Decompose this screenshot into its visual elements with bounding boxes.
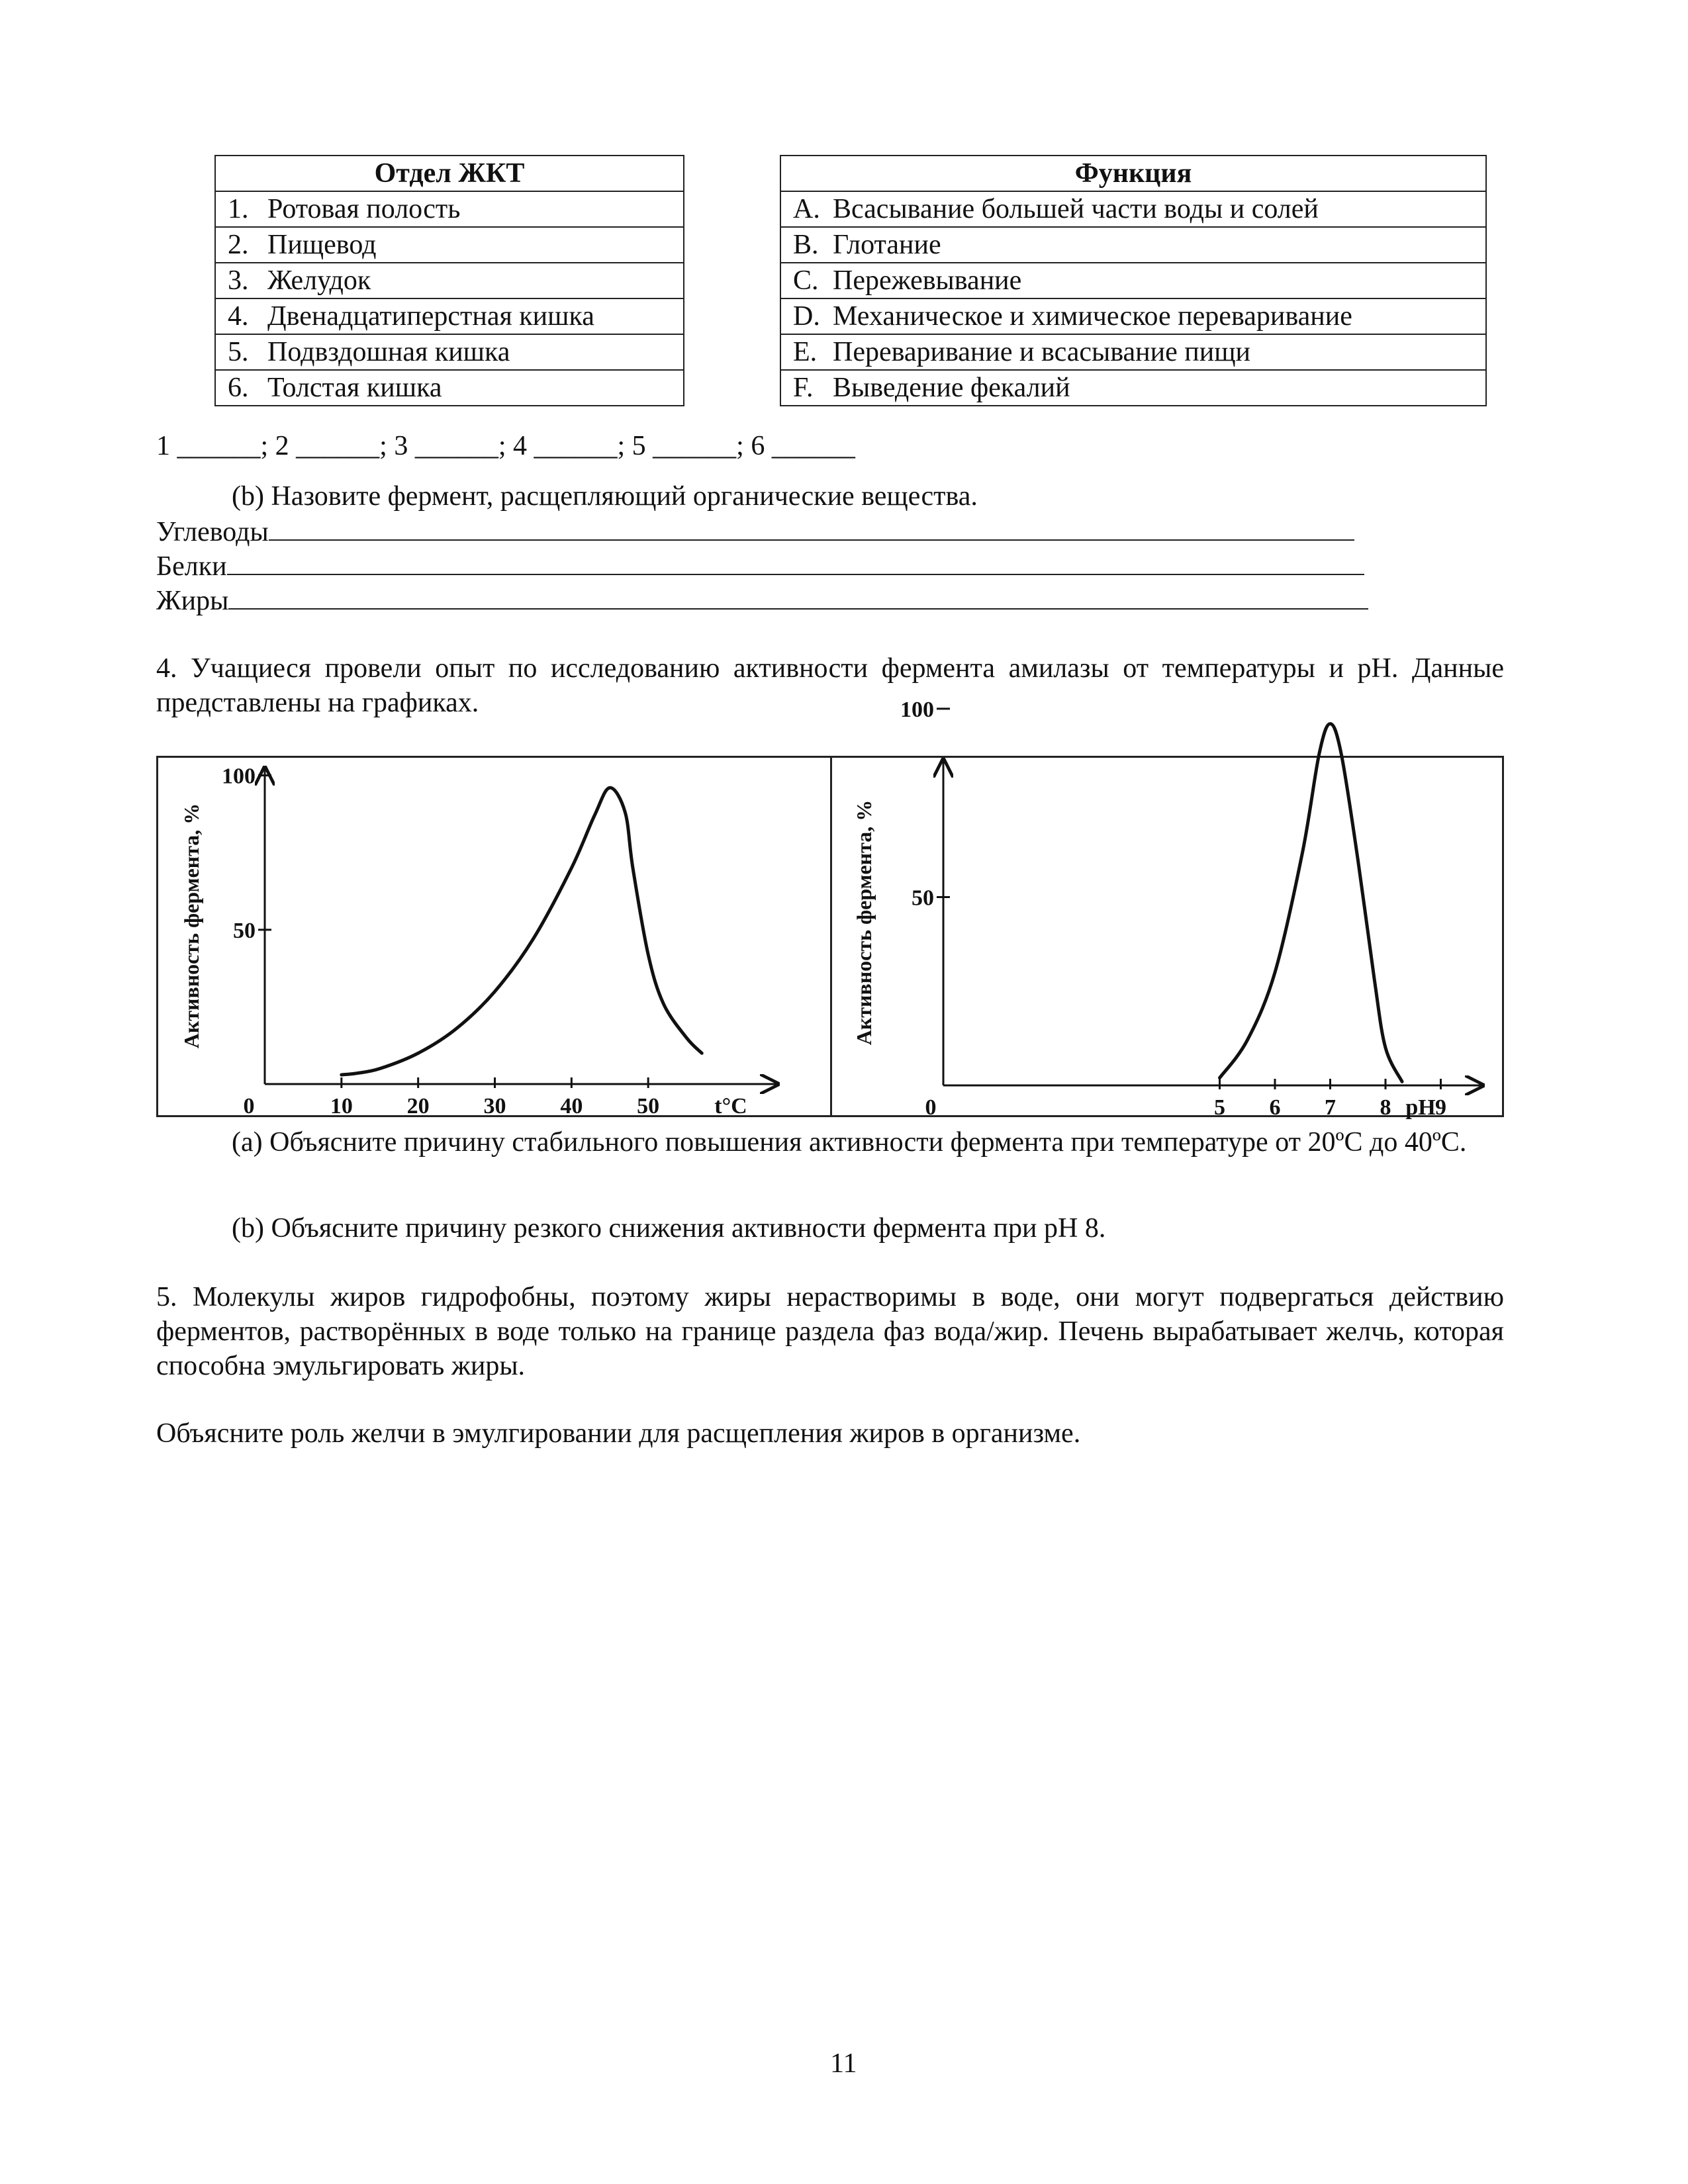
series-line (342, 788, 702, 1075)
ph-chart (852, 698, 1483, 1120)
answer-line-proteins[interactable]: Белки (156, 549, 1364, 584)
x-tick-label: 0 (925, 1095, 937, 1120)
table-row: 1. Ротовая полость (215, 191, 684, 227)
answer-line-fats[interactable]: Жиры (156, 584, 1368, 618)
table-row: E. Переваривание и всасывание пищи (780, 334, 1486, 370)
x-axis-label: pH (1405, 1095, 1436, 1120)
answer-line-carbs[interactable]: Углеводы (156, 515, 1354, 549)
series-line (1220, 724, 1403, 1082)
x-axis-label: t°C (714, 1094, 747, 1118)
y-tick-label: 50 (912, 886, 934, 911)
x-tick-label: 20 (406, 1094, 430, 1118)
x-tick-label: 10 (330, 1094, 353, 1118)
table-row: 4. Двенадцатиперстная кишка (215, 298, 684, 334)
x-tick-label: 6 (1269, 1095, 1281, 1120)
table-row: 3. Желудок (215, 263, 684, 298)
x-tick-label: 0 (243, 1094, 255, 1118)
matching-answer-line[interactable]: 1 ______; 2 ______; 3 ______; 4 ______; 5 ______; 6 ______ (156, 431, 855, 461)
y-tick-label: 100 (222, 764, 256, 789)
page-number: 11 (830, 2048, 857, 2079)
question-5-text: 5. Молекулы жиров гидрофобны, поэтому жиры нерастворимы в воде, они могут подвергаться действию ферментов, растворённых в воде только на границе раздела фаз вода/жир. Печень вырабатывает желчь, которая способна эмульгировать жиры. (156, 1282, 1504, 1381)
y-axis-label: Активность фермента, % (852, 799, 876, 1046)
question-4a-text: (a) Объясните причину стабильного повышения активности фермента при температуре от 20ºС до 40ºС. (232, 1127, 1467, 1158)
x-tick-label: 50 (637, 1094, 660, 1118)
x-tick-label: 7 (1325, 1095, 1336, 1120)
table-row: 6. Толстая кишка (215, 370, 684, 406)
q3b-prompt: (b) Назовите фермент, расщепляющий органические вещества. (232, 481, 978, 512)
x-tick-label: 40 (560, 1094, 583, 1118)
y-axis-label: Активность фермента, % (179, 803, 203, 1049)
y-tick-label: 100 (900, 697, 934, 722)
table-row: 5. Подвздошная кишка (215, 334, 684, 370)
x-tick-label: 5 (1214, 1095, 1225, 1120)
x-tick-label: 30 (483, 1094, 506, 1118)
question-5-prompt: Объясните роль желчи в эмулгировании для расщепления жиров в организме. (156, 1418, 1081, 1449)
function-header: Функция (780, 156, 1486, 191)
gi-section-header: Отдел ЖКТ (215, 156, 684, 191)
table-row: A. Всасывание большей части воды и солей (780, 191, 1486, 227)
x-tick-label: 9 (1435, 1095, 1446, 1120)
table-row: B. Глотание (780, 227, 1486, 263)
table-row: 2. Пищевод (215, 227, 684, 263)
question-4-text: 4. Учащиеся провели опыт по исследованию активности фермента амилазы от температуры и рН. Данные представлены на графиках. (156, 653, 1504, 718)
table-row: F. Выведение фекалий (780, 370, 1486, 406)
y-tick-label: 50 (233, 918, 256, 943)
table-row: D. Механическое и химическое переваривание (780, 298, 1486, 334)
question-4b-text: (b) Объясните причину резкого снижения активности фермента при рН 8. (232, 1213, 1106, 1244)
temperature-chart (179, 764, 778, 1118)
table-row: C. Пережевывание (780, 263, 1486, 298)
x-tick-label: 8 (1380, 1095, 1391, 1120)
